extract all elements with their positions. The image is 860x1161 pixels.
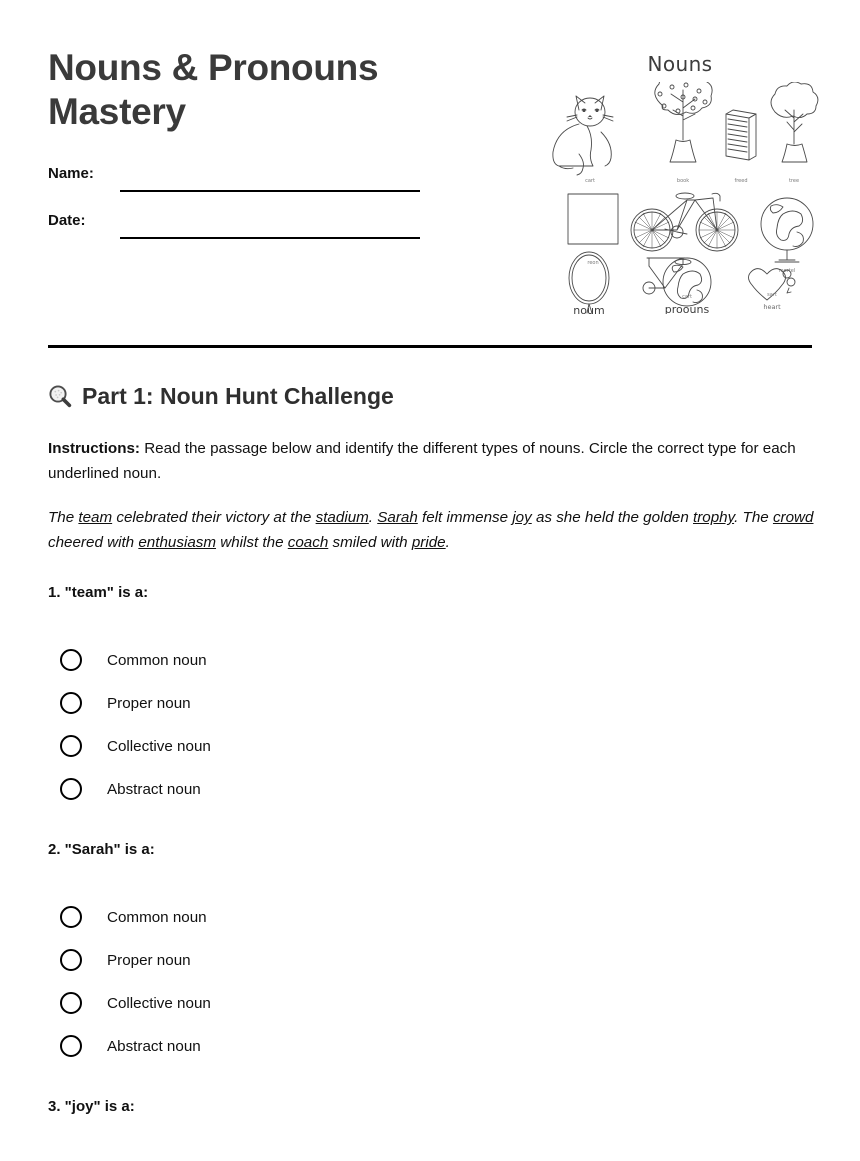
option-row[interactable] <box>48 896 816 939</box>
passage-text: as she held the golden <box>531 509 694 527</box>
illustration-drawing <box>535 82 825 314</box>
radio-button[interactable] <box>60 735 82 757</box>
name-input-line[interactable] <box>120 190 420 192</box>
reading-passage <box>48 505 814 555</box>
option-label: Abstract noun <box>107 1037 201 1055</box>
underlined-noun: coach <box>287 534 329 552</box>
illustration-label-cat: cart <box>585 178 595 184</box>
option-row[interactable] <box>48 725 816 768</box>
illustration-label-mirror-big: noum <box>573 304 605 314</box>
underlined-noun: stadium <box>315 509 369 527</box>
question-block-2 <box>48 841 816 1068</box>
question-text-2: 2. "Sarah" is a: <box>48 840 155 858</box>
passage-text: felt immense <box>417 509 513 527</box>
option-label: Proper noun <box>107 951 191 969</box>
illustration-label-bicycle-globe-big: proouns <box>664 303 710 314</box>
passage-text: whilst the <box>216 534 288 552</box>
illustration-label-globe-stand: mortel <box>778 268 796 274</box>
illustration-label-heart-small: sart <box>767 292 777 298</box>
radio-button[interactable] <box>60 992 82 1014</box>
underlined-noun: enthusiasm <box>138 534 217 552</box>
illustration-label-square: reon <box>587 260 599 266</box>
title-block <box>48 46 478 133</box>
nouns-illustration <box>530 52 830 317</box>
question-block-3 <box>48 1098 816 1115</box>
illustration-label-tree: tree <box>788 178 800 184</box>
radio-button[interactable] <box>60 906 82 928</box>
option-label: Collective noun <box>107 994 211 1012</box>
cat-drawing <box>553 96 613 175</box>
passage-text: cheered with <box>48 534 139 552</box>
radio-button[interactable] <box>60 692 82 714</box>
option-row[interactable] <box>48 939 816 982</box>
globe-stand-drawing <box>761 198 813 262</box>
passage-text: The <box>48 509 79 527</box>
book-drawing <box>726 110 756 160</box>
magnifying-glass-icon <box>48 384 73 409</box>
question-spacer <box>48 1072 816 1098</box>
option-label: Proper noun <box>107 694 191 712</box>
name-field-row <box>48 165 420 182</box>
worksheet-header <box>0 0 860 330</box>
questions-list <box>48 584 816 1115</box>
apple-tree-drawing <box>655 82 712 162</box>
option-row[interactable] <box>48 1025 816 1068</box>
option-label: Common noun <box>107 908 207 926</box>
passage-text: . The <box>734 509 773 527</box>
passage-text: smiled with <box>328 534 412 552</box>
name-label: Name: <box>48 165 94 182</box>
underlined-noun: Sarah <box>377 509 418 527</box>
option-label: Abstract noun <box>107 780 201 798</box>
date-input-line[interactable] <box>120 237 420 239</box>
option-label: Common noun <box>107 651 207 669</box>
date-field-row <box>48 212 420 229</box>
underlined-noun: joy <box>512 509 532 527</box>
tree-drawing <box>771 82 818 162</box>
passage-text: celebrated their victory at the <box>112 509 316 527</box>
underlined-noun: team <box>78 509 113 527</box>
part-1-section <box>48 383 816 1153</box>
question-spacer <box>48 815 816 841</box>
illustration-label-apple-tree: book <box>676 178 690 184</box>
instructions <box>48 437 814 486</box>
underlined-noun: trophy <box>693 509 735 527</box>
illustration-label-bicycle-globe-small: cart <box>682 294 692 300</box>
bicycle-drawing <box>631 193 738 251</box>
underlined-noun: pride <box>411 534 446 552</box>
question-text-1: 1. "team" is a: <box>48 583 149 601</box>
option-row[interactable] <box>48 768 816 811</box>
illustration-label-heart-big: heart <box>763 303 781 311</box>
option-row[interactable] <box>48 682 816 725</box>
radio-button[interactable] <box>60 649 82 671</box>
options-list-2 <box>48 896 816 1068</box>
section-divider <box>48 345 812 348</box>
bicycle-globe-drawing <box>643 258 711 306</box>
section-heading-text: Part 1: Noun Hunt Challenge <box>82 383 394 409</box>
question-block-1 <box>48 584 816 811</box>
options-list-1 <box>48 639 816 811</box>
page-title: Nouns & Pronouns Mastery <box>48 47 379 132</box>
illustration-title: Nouns <box>647 52 713 76</box>
radio-button[interactable] <box>60 949 82 971</box>
passage-text: . <box>368 509 378 527</box>
option-label: Collective noun <box>107 737 211 755</box>
option-row[interactable] <box>48 982 816 1025</box>
instructions-label: Instructions: <box>48 440 140 457</box>
date-label: Date: <box>48 212 86 229</box>
underlined-noun: crowd <box>772 509 814 527</box>
passage-text: . <box>445 534 450 552</box>
radio-button[interactable] <box>60 1035 82 1057</box>
question-text-3: 3. "joy" is a: <box>48 1097 135 1115</box>
illustration-label-book: freed <box>734 178 748 184</box>
instructions-text: Read the passage below and identify the different types of nouns. Circle the correct type for each underlined noun. <box>48 440 796 482</box>
option-row[interactable] <box>48 639 816 682</box>
square-drawing <box>568 194 618 244</box>
radio-button[interactable] <box>60 778 82 800</box>
section-heading <box>48 383 816 410</box>
